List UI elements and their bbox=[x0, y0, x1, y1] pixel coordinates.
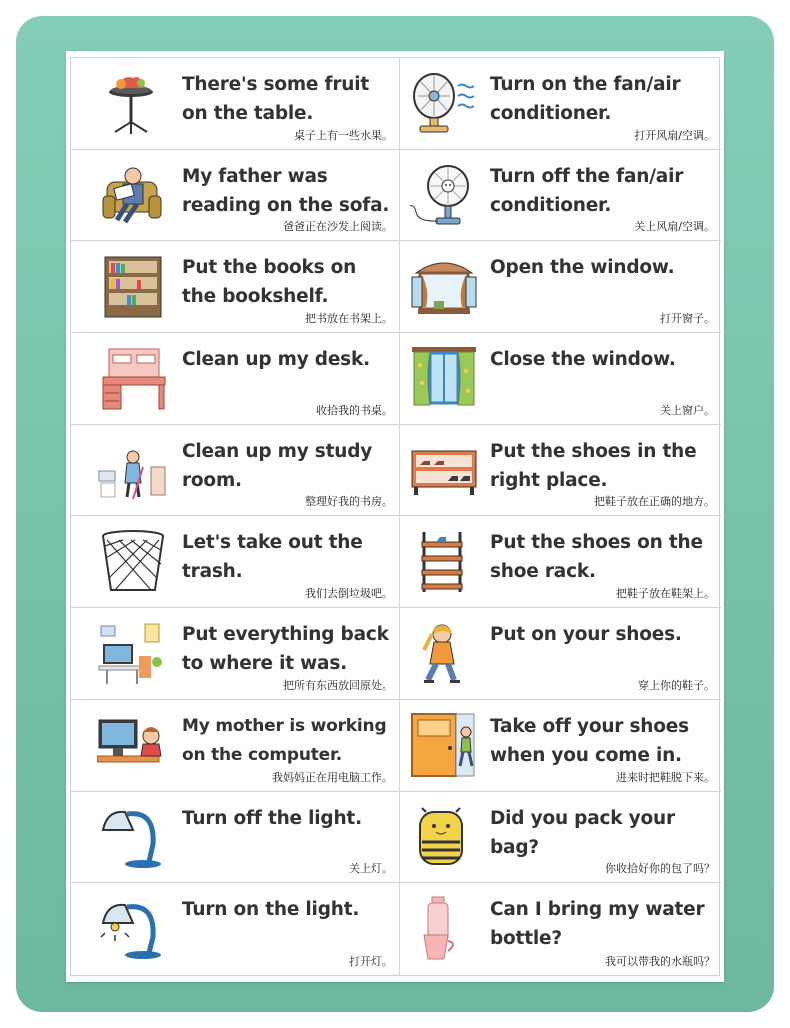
card-trash bbox=[71, 516, 400, 608]
card-translation: 我可以带我的水瓶吗？ bbox=[605, 954, 715, 968]
card-phrase: Turn on the light. bbox=[182, 899, 360, 921]
card-phrase: Can I bring my water bottle? bbox=[490, 899, 705, 950]
card-translation: 进来时把鞋脱下来。 bbox=[616, 770, 715, 784]
card-fan-on bbox=[400, 58, 721, 150]
card-translation: 关上风扇/空调。 bbox=[634, 220, 715, 234]
trash-basket-icon bbox=[97, 528, 169, 594]
card-translation: 整理好我的书房。 bbox=[305, 495, 393, 509]
card-fruit-table bbox=[71, 58, 400, 150]
lamp-on-icon bbox=[97, 895, 169, 961]
water-bottle-icon bbox=[408, 895, 480, 961]
fruit-table-icon bbox=[97, 70, 169, 136]
card-turn-on-light bbox=[71, 883, 400, 975]
card-translation: 把所有东西放回原处。 bbox=[283, 678, 393, 692]
card-phrase: Put the books on the bookshelf. bbox=[182, 257, 357, 308]
bookshelf-icon bbox=[97, 253, 169, 319]
desk-icon bbox=[97, 345, 169, 411]
flashcard-sheet bbox=[66, 51, 724, 982]
card-fan-off bbox=[400, 150, 721, 242]
mother-computer-icon bbox=[97, 712, 169, 778]
card-phrase: My mother is working on the computer. bbox=[182, 715, 387, 765]
card-translation: 爸爸正在沙发上阅读。 bbox=[283, 220, 393, 234]
card-shoe-rack bbox=[400, 516, 721, 608]
card-bookshelf bbox=[71, 241, 400, 333]
card-put-on-shoes bbox=[400, 608, 721, 700]
card-study-room bbox=[71, 425, 400, 517]
card-mother-computer bbox=[71, 700, 400, 792]
card-phrase: Clean up my study room. bbox=[182, 440, 373, 491]
card-translation: 把鞋子放在正确的地方。 bbox=[594, 495, 715, 509]
card-translation: 我妈妈正在用电脑工作。 bbox=[272, 770, 393, 784]
closed-window-icon bbox=[408, 345, 480, 411]
card-phrase: Clean up my desk. bbox=[182, 349, 370, 371]
card-phrase: Put on your shoes. bbox=[490, 624, 682, 646]
card-phrase: My father was reading on the sofa. bbox=[182, 165, 390, 216]
card-phrase: Turn off the light. bbox=[182, 807, 362, 829]
card-phrase: There's some fruit on the table. bbox=[182, 74, 370, 124]
card-phrase: Take off your shoes when you come in. bbox=[490, 715, 689, 766]
card-translation: 关上窗户。 bbox=[660, 403, 715, 417]
shoe-cabinet-icon bbox=[408, 437, 480, 503]
door-icon bbox=[408, 712, 480, 778]
card-turn-off-light bbox=[71, 792, 400, 884]
card-phrase: Open the window. bbox=[490, 257, 675, 279]
card-put-everything-back bbox=[71, 608, 400, 700]
card-translation: 把鞋子放在鞋架上。 bbox=[616, 587, 715, 601]
card-translation: 把书放在书架上。 bbox=[305, 312, 393, 326]
card-translation: 打开风扇/空调。 bbox=[634, 128, 715, 142]
card-water-bottle bbox=[400, 883, 721, 975]
father-reading-icon bbox=[97, 162, 169, 228]
card-phrase: Turn off the fan/air conditioner. bbox=[490, 165, 684, 216]
card-translation: 穿上你的鞋子。 bbox=[638, 678, 715, 692]
card-translation: 打开窗子。 bbox=[660, 312, 715, 326]
room-icon bbox=[97, 620, 169, 686]
card-phrase: Turn on the fan/air conditioner. bbox=[490, 74, 681, 124]
card-phrase: Close the window. bbox=[490, 349, 676, 371]
card-phrase: Put the shoes on the shoe rack. bbox=[490, 532, 703, 583]
card-phrase: Did you pack your bag? bbox=[490, 807, 675, 858]
open-window-icon bbox=[408, 253, 480, 319]
card-take-off-shoes bbox=[400, 700, 721, 792]
fan-on-icon bbox=[408, 70, 480, 136]
card-close-window bbox=[400, 333, 721, 425]
lamp-off-icon bbox=[97, 804, 169, 870]
card-phrase: Put the shoes in the right place. bbox=[490, 440, 697, 491]
study-room-icon bbox=[97, 437, 169, 503]
card-translation: 关上灯。 bbox=[349, 862, 393, 876]
card-shoes-right-place bbox=[400, 425, 721, 517]
card-translation: 打开灯。 bbox=[349, 954, 393, 968]
card-father-reading bbox=[71, 150, 400, 242]
backpack-icon bbox=[408, 804, 480, 870]
card-phrase: Put everything back to where it was. bbox=[182, 624, 389, 675]
card-open-window bbox=[400, 241, 721, 333]
card-pack-bag bbox=[400, 792, 721, 884]
card-phrase: Let's take out the trash. bbox=[182, 532, 363, 583]
card-translation: 你收拾好你的包了吗？ bbox=[605, 862, 715, 876]
card-translation: 我们去倒垃圾吧。 bbox=[305, 587, 393, 601]
card-desk bbox=[71, 333, 400, 425]
girl-shoes-icon bbox=[408, 620, 480, 686]
card-translation: 收拾我的书桌。 bbox=[316, 403, 393, 417]
fan-off-icon bbox=[408, 162, 480, 228]
shoe-rack-icon bbox=[408, 528, 480, 594]
card-translation: 桌子上有一些水果。 bbox=[294, 128, 393, 142]
card-grid bbox=[70, 57, 720, 976]
